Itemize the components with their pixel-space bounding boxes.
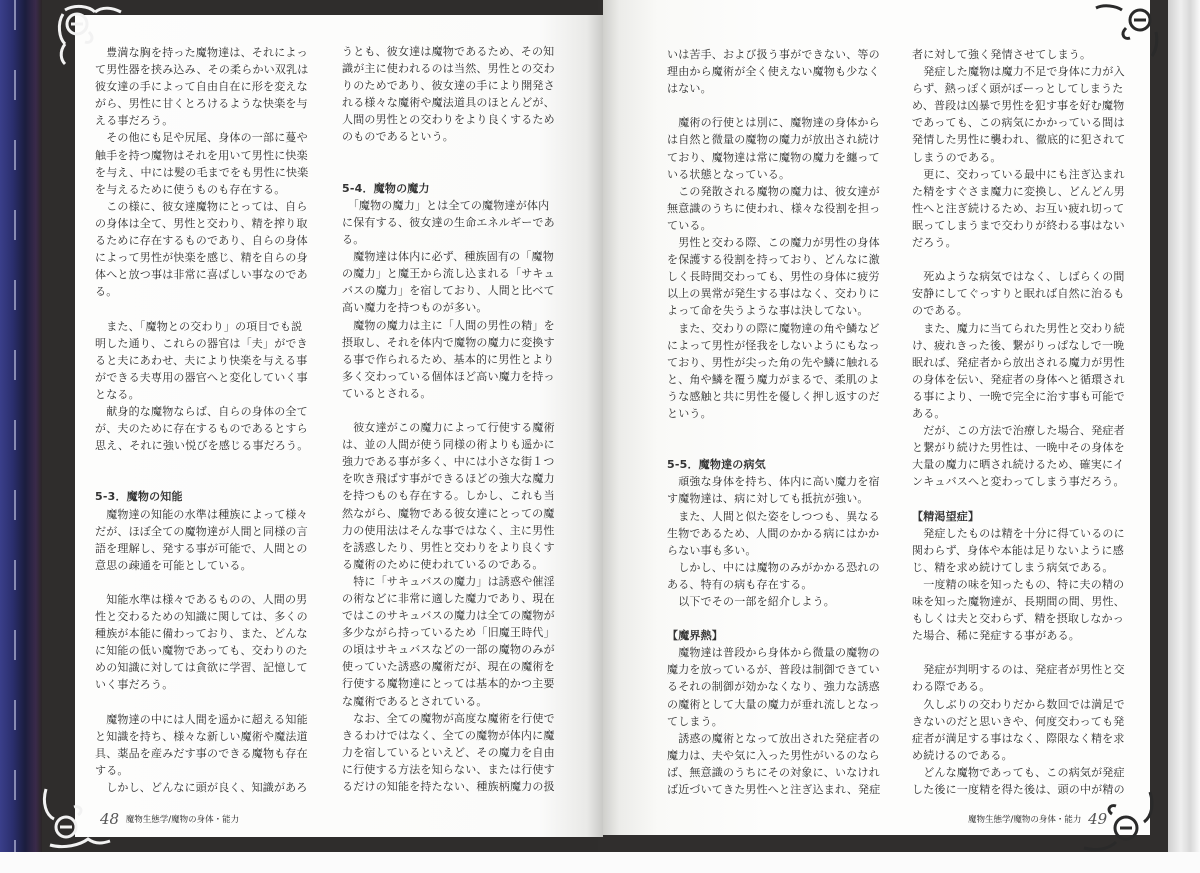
text-line: め、普段は凶暴で男性を犯す事を好む魔物 xyxy=(912,99,1125,113)
text-line: よって命を失うような事は決してない。 xyxy=(667,304,869,318)
corner-ornament-icon xyxy=(40,785,112,849)
text-line: るために存在するものであり、自らの身体 xyxy=(95,234,308,248)
text-line: した後に一度精を得た後は、頭の中が精の xyxy=(912,783,1125,797)
text-line: 高い魔力を持つものが多い。 xyxy=(342,301,488,315)
text-line: する。 xyxy=(95,763,129,777)
text-line: 献身的な魔物ならば、自らの身体の全て xyxy=(95,404,308,418)
text-line: 行使する魔物達にとっては基本的かつ主要 xyxy=(342,677,555,691)
running-title: 魔物生態学/魔物の身体・能力 xyxy=(125,815,240,825)
text-line: の魔術として大量の魔力が垂れ流しとなっ xyxy=(667,697,880,711)
text-line: ると夫にあわせ、夫により快楽を与える事 xyxy=(95,353,308,367)
text-line: 強力である事が多く、中には小さな街１つ xyxy=(342,455,555,469)
text-line: 発情した男性に襲われ、徹底的に犯されて xyxy=(912,133,1126,147)
right-page-column-1 xyxy=(667,46,893,798)
text-line: 触手を持つ魔物はそれを用いて男性に快楽 xyxy=(95,148,308,162)
text-line: る事で作られるため、基本的に男性とより xyxy=(342,352,555,366)
text-line: は、並の人間が使う同様の術よりも遥かに xyxy=(342,438,555,452)
text-line: 一度精の味を知ったもの、特に夫の精の xyxy=(912,577,1125,591)
text-line: きるわけではなく、全ての魔物が体内に魔 xyxy=(342,728,555,742)
text-line: 彼女達がこの魔力によって行使する魔術 xyxy=(342,421,555,435)
text-line: を与え、中には髪の毛までをも男性に快楽 xyxy=(95,165,309,179)
text-line: の身体は全て、男性と交わり、精を搾り取 xyxy=(95,216,308,230)
text-line: ている。 xyxy=(667,218,712,232)
text-line: て男性器を挟み込み、その柔らかい双乳は xyxy=(95,63,309,77)
text-line: 魔物達は体内に必ず、種族固有の「魔物 xyxy=(342,250,554,264)
text-line: はない。 xyxy=(667,82,712,96)
text-line: 然ながら、魔物である彼女達にとっての魔 xyxy=(342,506,555,520)
page-number: 48 xyxy=(100,810,120,828)
text-line: の術などに非常に適した魔力であり、現在 xyxy=(342,592,555,605)
text-line: 体へと放つ事は非常に喜ばしい事なのであ xyxy=(95,268,308,282)
text-line: を持つものも存在する。しかし、これも当 xyxy=(342,489,555,503)
text-line: ば、無意識のうちにその対象に、いなけれ xyxy=(667,765,880,779)
background xyxy=(0,852,1200,873)
text-line: 誘惑の魔術となって放出された発症者の xyxy=(667,731,880,745)
text-line: 性へと注ぎ続けるため、お互い疲れ切って xyxy=(912,201,1125,215)
text-line: 以下でその一部を紹介しよう。 xyxy=(667,595,835,608)
text-line: を与えるために使うものも存在する。 xyxy=(95,182,286,196)
text-line: りのためであり、彼女達の手により開発さ xyxy=(342,79,555,93)
text-line: に行使する方法を知らない、または行使す xyxy=(342,762,555,776)
blank-line xyxy=(95,300,321,317)
text-line: け、疲れきった後、繋がりっぱなしで一晩 xyxy=(912,338,1125,352)
blank-line xyxy=(95,694,321,711)
text-line: どんな魔物であっても、この病気が発症 xyxy=(912,765,1125,779)
text-line: となる。 xyxy=(95,387,140,401)
text-line: る。 xyxy=(95,285,118,299)
page-number: 49 xyxy=(1088,810,1108,828)
text-line: のものであるという。 xyxy=(342,130,454,144)
text-line: 更に、交わっている最中にも注ぎ込まれ xyxy=(912,167,1125,181)
section-heading: 【精渇望症】 xyxy=(912,509,980,523)
text-line: 性と交わるための知識に関しては、多くの xyxy=(95,610,308,624)
text-line: るそれの制御が効かなくなり、強力な誘惑 xyxy=(667,680,880,694)
text-line: 大量の魔力に晒され続けるため、確実にイ xyxy=(912,458,1125,472)
text-line: 力の使用法はそんな事ではなく、主に男性 xyxy=(342,523,555,537)
text-line: 識が主に使われるのは当然、男性との交わ xyxy=(342,62,555,76)
text-line: いは苦手、および扱う事ができない、等の xyxy=(667,48,880,61)
blank-line xyxy=(342,402,568,419)
right-page-column-2 xyxy=(912,46,1138,798)
text-line: 発症が判明するのは、発症者が男性と交 xyxy=(912,663,1125,677)
text-line: によって男性が快楽を感じ、精を自らの身 xyxy=(95,251,308,265)
text-line: 男性と交わる際、この魔力が男性の身体 xyxy=(667,236,880,250)
text-line: だが、ほぼ全ての魔物達が人間と同様の言 xyxy=(95,524,308,538)
text-line: しまうのである。 xyxy=(912,150,1002,164)
text-line: 安静にしてぐっすりと眠れば自然に治るも xyxy=(912,287,1125,301)
text-line: らず、熱っぽく頭がぼーっとしてしまうた xyxy=(912,82,1124,96)
text-line: によって男性が怪我をしないようにもなっ xyxy=(667,338,880,352)
text-line: 多く交わっている個体ほど高い魔力を持っ xyxy=(342,369,555,383)
text-line: だが、この方法で治療した場合、発症者 xyxy=(912,424,1125,438)
left-page-column-1 xyxy=(95,44,321,796)
text-line: だろう。 xyxy=(912,236,957,250)
text-line: 理由から魔術が全く使えない魔物も少なく xyxy=(667,65,880,79)
section-heading: 【魔界熱】 xyxy=(667,629,723,643)
page-edges xyxy=(1168,0,1200,860)
text-line: その他にも足や尻尾、身体の一部に蔓や xyxy=(95,131,308,145)
text-line: ており、男性が尖った角の先や鱗に触れる xyxy=(667,355,880,369)
text-line: 久しぶりの交わりだから数回では満足で xyxy=(912,697,1125,711)
blank-line xyxy=(342,146,568,163)
blank-line xyxy=(912,490,1138,507)
blank-line xyxy=(342,163,568,180)
text-line: この様に、彼女達魔物にとっては、自ら xyxy=(95,199,308,213)
text-line: の魔力」と魔王から流し込まれる「サキュ xyxy=(342,267,555,281)
text-line: る。 xyxy=(342,233,365,247)
text-line: は自然と微量の魔物の魔力が放出され続け xyxy=(667,133,880,147)
text-line: を吹き飛ばす事ができるほどの強大な魔力 xyxy=(342,472,555,486)
text-line: と知識を持ち、様々な新しい魔術や魔法道 xyxy=(95,729,308,743)
text-line: る事により、一晩で完全に治す事も可能で xyxy=(912,389,1125,403)
blank-line xyxy=(95,574,321,591)
text-line: と繋がり続けた男性は、一晩中その身体を xyxy=(912,441,1125,455)
text-line: 関わらず、身体や本能は足りないように感 xyxy=(912,543,1124,557)
text-line: ができる夫専用の器官へと変化していく事 xyxy=(95,370,308,384)
text-line: という。 xyxy=(667,406,712,420)
text-line: 眠れば、発症者から放出される魔力が男性 xyxy=(912,355,1125,369)
text-line: える事だろう。 xyxy=(95,114,174,128)
text-line: 人間の男性との交わりをより良くするため xyxy=(342,113,555,127)
text-line: 魔物の魔力は主に「人間の男性の精」を xyxy=(342,318,555,332)
text-line: な魔術であるとされている。 xyxy=(342,694,488,708)
text-line: 死ぬような病気ではなく、しばらくの間 xyxy=(912,270,1125,284)
blank-line xyxy=(667,439,893,456)
text-line: 具、薬品を産みだす事のできる魔物も存在 xyxy=(95,746,308,760)
text-line: た場合、稀に発症する事がある。 xyxy=(912,629,1080,643)
text-line: いる状態となっている。 xyxy=(667,167,791,181)
text-line: 語を理解し、発する事が可能で、人間との xyxy=(95,541,308,555)
text-line: の頃はサキュバスなどの一部の魔物のみが xyxy=(342,643,555,657)
corner-ornament-icon xyxy=(55,2,125,66)
text-line: に保有する、彼女達の生命エネルギーであ xyxy=(342,215,555,229)
text-line: 魔力を放っているが、普段は制御できてい xyxy=(667,663,880,677)
text-line: 魔物達は普段から身体から微量の魔物の xyxy=(667,646,880,660)
text-line: 力を宿しているといえど、その魔力を自由 xyxy=(342,745,555,759)
text-line: 無意識のうちに使われ、様々な役割を担っ xyxy=(667,201,881,215)
text-line: また、魔力に当てられた男性と交わり続 xyxy=(912,321,1125,335)
text-line: 知能水準は様々であるものの、人間の男 xyxy=(95,593,308,606)
text-line: 意思の疎通を可能としている。 xyxy=(95,558,252,572)
text-line: 「魔物の魔力」とは全ての魔物達が体内 xyxy=(342,198,550,212)
text-line: る魔術のために使われているのである。 xyxy=(342,557,544,571)
blank-line xyxy=(912,251,1138,268)
text-line: らない事も多い。 xyxy=(667,543,757,557)
text-line: てしまう。 xyxy=(667,714,723,728)
text-line: この発散される魔物の魔力は、彼女達が xyxy=(667,184,880,198)
text-line: 頑強な身体を持ち、体内に高い魔力を宿 xyxy=(667,475,880,489)
text-line: であっても、この病気にかかっている間は xyxy=(912,116,1125,130)
text-line: ンキュバスへと変わってしまう事だろう。 xyxy=(912,475,1125,489)
text-line: しかし、どんなに頭が良く、知識があろ xyxy=(95,781,308,795)
text-line: 魔物達の知能の水準は種族によって様々 xyxy=(95,507,308,521)
text-line: ているとされる。 xyxy=(342,386,432,400)
blank-line xyxy=(95,471,321,488)
text-line: ており、魔物達は常に魔物の魔力を纏って xyxy=(667,150,880,164)
text-line: ではこのサキュバスの魔力は全ての魔物が xyxy=(342,609,555,623)
text-line: 以上の異常が発生する事はなく、交わりに xyxy=(667,287,880,301)
text-line: た精をすぐさま魔力に変換し、どんどん男 xyxy=(912,184,1125,198)
text-line: を保護する役割を持っており、どんなに激 xyxy=(667,253,880,267)
text-line: 症者が満足する事はなく、際限なく精を求 xyxy=(912,731,1125,745)
text-line: じ、精を求め続けてしまう病気である。 xyxy=(912,560,1114,574)
text-line: 眠ってしまうまで交わりが終わる事はない xyxy=(912,218,1125,232)
text-line: また、「魔物との交わり」の項目でも説 xyxy=(95,319,303,333)
text-line: ある、特有の病も存在する。 xyxy=(667,577,813,591)
text-line: 発症したものは精を十分に得ているのに xyxy=(912,526,1125,540)
text-line: と、角や鱗を覆う魔力がまるで、柔肌のよ xyxy=(667,372,880,386)
text-line: いく事だろう。 xyxy=(95,678,174,692)
corner-ornament-icon xyxy=(1092,0,1164,58)
blank-line xyxy=(667,422,893,439)
section-heading: 5-4．魔物の魔力 xyxy=(342,181,430,195)
blank-line xyxy=(667,97,893,114)
text-line: 豊満な胸を持った魔物達は、それによっ xyxy=(95,46,308,59)
text-line: 魔力は、夫や気に入った男性がいるのなら xyxy=(667,748,880,762)
section-heading: 5-5．魔物達の病気 xyxy=(667,458,766,472)
blank-line xyxy=(667,610,893,627)
text-line: なお、全ての魔物が高度な魔術を行使で xyxy=(342,711,555,725)
blank-line xyxy=(912,644,1138,661)
text-line: 魔物達の中には人間を遥かに超える知能 xyxy=(95,712,308,726)
text-line: しかし、中には魔物のみがかかる恐れの xyxy=(667,560,880,574)
text-line: 種族が本能に備わっており、また、どんな xyxy=(95,627,308,641)
running-title: 魔物生態学/魔物の身体・能力 xyxy=(968,815,1082,825)
text-line: 魔術の行使とは別に、魔物達の身体から xyxy=(667,116,880,130)
text-line: 特に「サキュバスの魔力」は誘惑や催淫 xyxy=(342,574,555,588)
text-line: が、夫のために存在するものであるとすら xyxy=(95,422,308,436)
text-line: がら、男性に甘くとろけるような快楽を与 xyxy=(95,97,308,111)
text-line: もしくは夫と交わらず、精を摂取しなかっ xyxy=(912,612,1124,626)
text-line: 味を知った魔物達が、長期間の間、男性、 xyxy=(912,595,1125,608)
text-line: 者に対して強く発情させてしまう。 xyxy=(912,48,1092,61)
text-line: す魔物達は、病に対しても抵抗が強い。 xyxy=(667,492,869,506)
left-page-column-2 xyxy=(342,43,568,795)
text-line: うとも、彼女達は魔物であるため、その知 xyxy=(342,45,555,58)
text-line: ある。 xyxy=(912,406,946,420)
text-line: れる様々な魔術や魔法道具のほとんどが、 xyxy=(342,96,555,110)
text-line: 思え、それに強い悦びを感じる事だろう。 xyxy=(95,439,309,453)
corner-ornament-icon xyxy=(1082,790,1158,852)
text-line: きないのだと思いきや、何度交わっても発 xyxy=(912,714,1125,728)
text-line: しく長時間交わっても、男性の身体に疲労 xyxy=(667,270,880,284)
text-line: また、人間と似た姿をしつつも、異なる xyxy=(667,509,880,523)
text-line: 生物であるため、人間のかかる病にはかか xyxy=(667,526,880,540)
text-line: うな感触と共に男性を優しく押し返すのだ xyxy=(667,389,880,403)
text-line: めの知識に対しては貪欲に学習、記憶して xyxy=(95,661,308,675)
text-line: 摂取し、それを体内で魔物の魔力に変換す xyxy=(342,335,555,349)
text-line: バスの魔力」を宿しており、人間と比べて xyxy=(342,284,555,298)
text-line: 使っていた誘惑の魔術だが、現在の魔術を xyxy=(342,660,555,674)
text-line: の身体を伝い、発症者の身体へと循環され xyxy=(912,372,1125,386)
text-line: 発症した魔物は魔力不足で身体に力が入 xyxy=(912,65,1125,79)
text-line: わる際である。 xyxy=(912,680,991,694)
left-footer xyxy=(96,810,239,828)
text-line: ば近づいてきた男性へと注ぎ込まれ、発症 xyxy=(667,783,881,797)
text-line: に知能の低い魔物であっても、交わりのた xyxy=(95,644,308,658)
text-line: るだけの知能を持たない、種族柄魔力の扱 xyxy=(342,780,555,794)
text-line: を誘惑したり、男性と交わりをより良くす xyxy=(342,540,555,554)
book-edge xyxy=(0,0,42,873)
text-line: 明した通り、これらの器官は「夫」ができ xyxy=(95,336,308,350)
blank-line xyxy=(95,454,321,471)
text-line: のである。 xyxy=(912,304,968,318)
text-line: め続けるのである。 xyxy=(912,748,1013,762)
text-line: また、交わりの際に魔物達の角や鱗など xyxy=(667,321,880,335)
text-line: 多少ながら持っているため「旧魔王時代」 xyxy=(342,626,555,640)
section-heading: 5-3．魔物の知能 xyxy=(95,490,183,504)
text-line: 彼女達の手によって自由自在に形を変えな xyxy=(95,80,308,94)
